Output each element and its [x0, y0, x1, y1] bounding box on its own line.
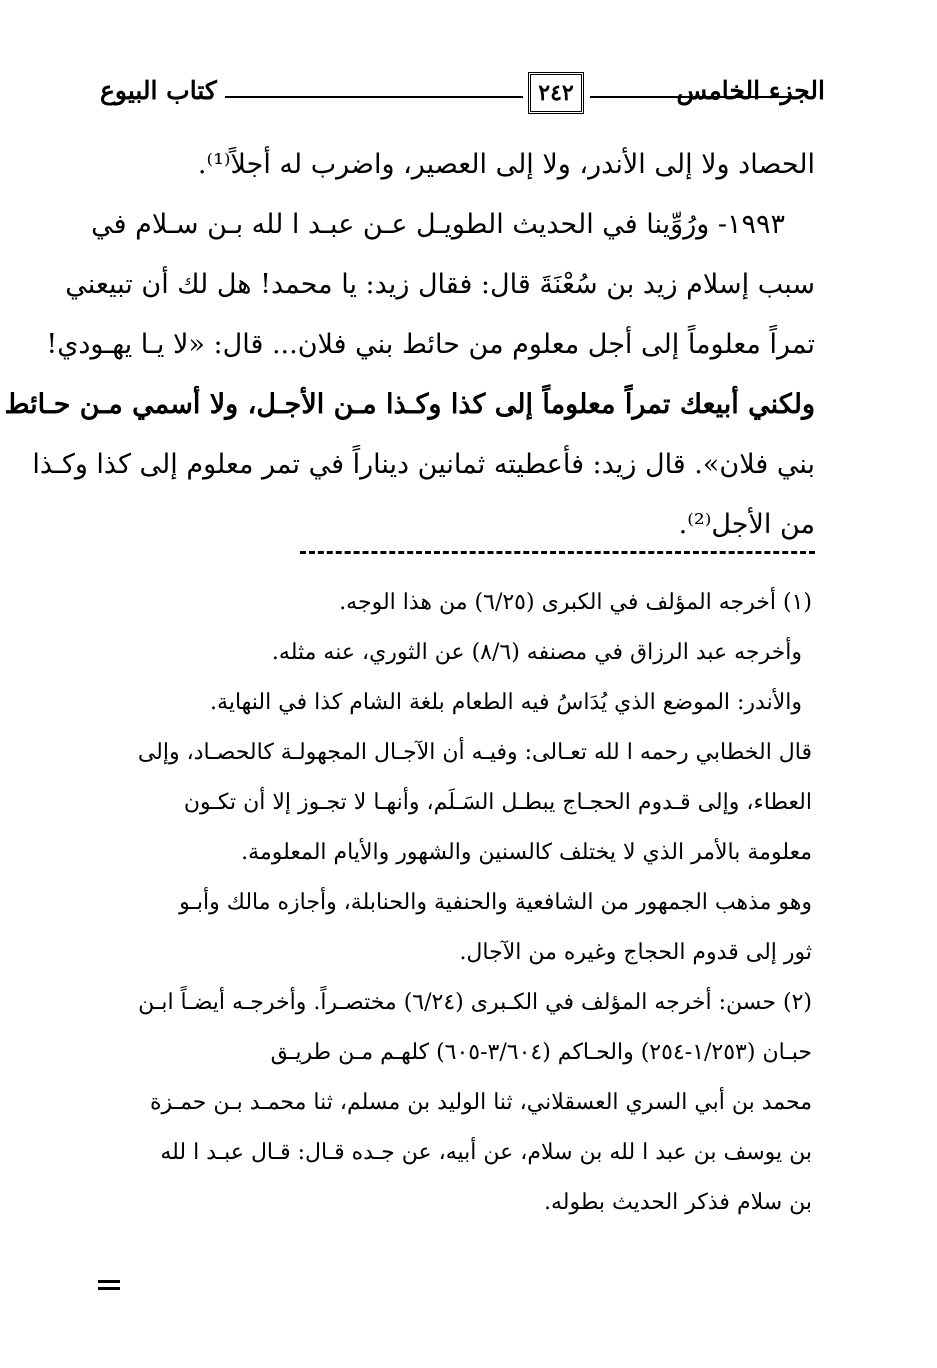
footnote-line: العطاء، وإلى قـدوم الحجـاج يبطـل السَـلَم، وأنهـا لا تجـوز إلا أن تكـون [183, 790, 812, 815]
text-line: ١٩٩٣- ورُوِّينا في الحديث الطويـل عـن عبـد ا لله بـن سـلام في [91, 209, 785, 240]
text-line: الحصاد ولا إلى الأندر، ولا إلى العصير، واضرب له أجلاً⁽¹⁾. [197, 149, 815, 180]
footnote-line: والأندر: الموضع الذي يُدَاسُ فيه الطعام بلغة الشام كذا في النهاية. [210, 690, 802, 715]
page-number: ٢٤٢ [528, 72, 584, 114]
footnote-line: قال الخطابي رحمه ا لله تعـالى: وفيـه أن الآجـال المجهولـة كالحصـاد، وإلى [137, 740, 812, 765]
footnote-line: (١) أخرجه المؤلف في الكبرى (٦/٢٥) من هذا الوجه. [339, 590, 812, 615]
footnote-divider [300, 551, 815, 554]
footnote-line: معلومة بالأمر الذي لا يختلف كالسنين والشهور والأيام المعلومة. [241, 840, 812, 865]
footnote-line: محمد بن أبي السري العسقلاني، ثنا الوليد بن مسلم، ثنا محمـد بـن حمـزة [149, 1090, 812, 1115]
main-text [4, 135, 815, 555]
running-header [100, 62, 825, 132]
footnote-line: بن يوسف بن عبد ا لله بن سلام، عن أبيه، عن جـده قـال: قـال عبـد ا لله [160, 1140, 812, 1165]
end-mark [98, 1280, 120, 1294]
footnote-line: وهو مذهب الجمهور من الشافعية والحنفية والحنابلة، وأجازه مالك وأبـو [179, 890, 812, 915]
footnotes [100, 578, 812, 1228]
text-line: تمراً معلوماً إلى أجل معلوم من حائط بني فلان... قال: «لا يـا يهـودي! [46, 329, 815, 360]
volume-title: الجزء الخامس [676, 76, 825, 105]
text-line: من الأجل⁽²⁾. [678, 509, 815, 540]
header-rule-left [225, 96, 523, 98]
text-line: ولكني أبيعك تمراً معلوماً إلى كذا وكـذا مـن الأجـل، ولا أسمي مـن حـائط [4, 389, 815, 420]
footnote-line: حبـان (١/٢٥٣-٢٥٤) والحـاكم (٣/٦٠٤-٦٠٥) كلهـم مـن طريـق [270, 1040, 812, 1065]
footnote-line: ثور إلى قدوم الحجاج وغيره من الآجال. [459, 940, 812, 965]
footnote-line: بن سلام فذكر الحديث بطوله. [543, 1190, 812, 1215]
book-title: كتاب البيوع [100, 76, 217, 105]
footnote-line: (٢) حسن: أخرجه المؤلف في الكـبرى (٦/٢٤) مختصـراً. وأخرجـه أيضـاً ابـن [138, 990, 812, 1015]
text-line: بني فلان». قال زيد: فأعطيته ثمانين ديناراً في تمر معلوم إلى كذا وكـذا [32, 449, 815, 480]
footnote-line: وأخرجه عبد الرزاق في مصنفه (٨/٦) عن الثوري، عنه مثله. [271, 640, 802, 665]
text-line: سبب إسلام زيد بن سُعْنَةَ قال: فقال زيد: يا محمد! هل لك أن تبيعني [65, 269, 815, 300]
